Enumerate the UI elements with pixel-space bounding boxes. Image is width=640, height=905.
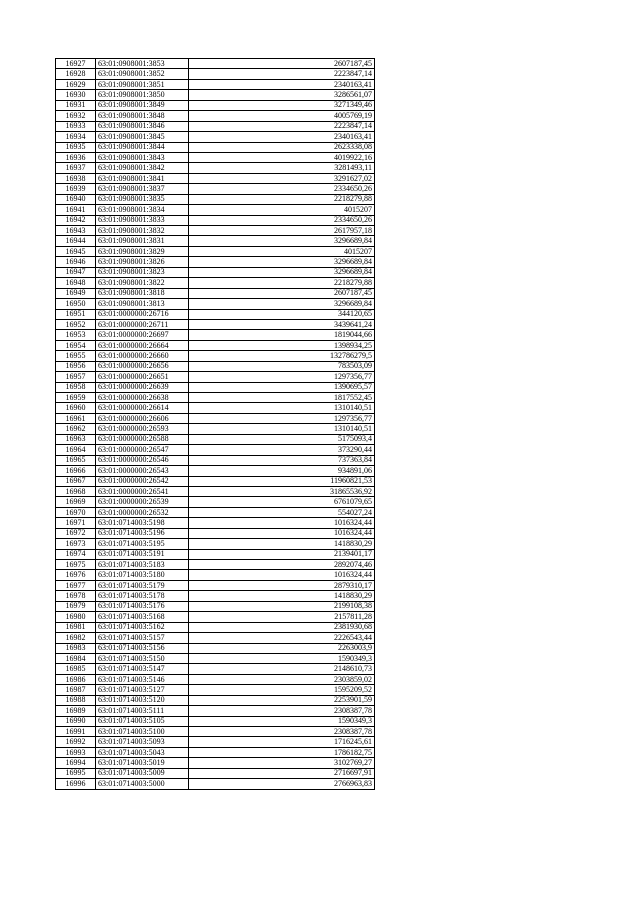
row-number-cell: 16949 <box>56 288 96 298</box>
cadastral-value-cell: 2340163,41 <box>189 132 375 142</box>
table-row <box>56 539 375 549</box>
table-row <box>56 497 375 507</box>
cadastral-number-cell: 63:01:0714003:5150 <box>96 653 189 663</box>
row-number-cell: 16941 <box>56 205 96 215</box>
row-number-cell: 16938 <box>56 173 96 183</box>
cadastral-value-cell: 2334650,26 <box>189 184 375 194</box>
cadastral-value-cell: 1590349,3 <box>189 653 375 663</box>
cadastral-value-cell: 2139401,17 <box>189 549 375 559</box>
cadastral-value-cell: 1786182,75 <box>189 747 375 757</box>
cadastral-number-cell: 63:01:0714003:5000 <box>96 779 189 789</box>
cadastral-number-cell: 63:01:0714003:5195 <box>96 539 189 549</box>
row-number-cell: 16962 <box>56 424 96 434</box>
cadastral-number-cell: 63:01:0000000:26639 <box>96 382 189 392</box>
row-number-cell: 16945 <box>56 246 96 256</box>
table-row <box>56 476 375 486</box>
table-row <box>56 466 375 476</box>
cadastral-number-cell: 63:01:0908001:3849 <box>96 100 189 110</box>
row-number-cell: 16985 <box>56 664 96 674</box>
cadastral-value-cell: 2218279,88 <box>189 278 375 288</box>
cadastral-value-cell: 1310140,51 <box>189 424 375 434</box>
row-number-cell: 16942 <box>56 215 96 225</box>
row-number-cell: 16935 <box>56 142 96 152</box>
row-number-cell: 16943 <box>56 226 96 236</box>
cadastral-number-cell: 63:01:0000000:26546 <box>96 455 189 465</box>
row-number-cell: 16973 <box>56 539 96 549</box>
cadastral-value-cell: 2223847,14 <box>189 69 375 79</box>
table-row <box>56 330 375 340</box>
cadastral-value-cell: 2381930,68 <box>189 622 375 632</box>
cadastral-number-cell: 63:01:0908001:3843 <box>96 152 189 162</box>
cadastral-number-cell: 63:01:0908001:3845 <box>96 132 189 142</box>
cadastral-number-cell: 63:01:0000000:26638 <box>96 393 189 403</box>
cadastral-number-cell: 63:01:0908001:3842 <box>96 163 189 173</box>
row-number-cell: 16980 <box>56 612 96 622</box>
row-number-cell: 16990 <box>56 716 96 726</box>
table-row <box>56 424 375 434</box>
cadastral-value-cell: 2148610,73 <box>189 664 375 674</box>
cadastral-value-cell: 3296689,84 <box>189 299 375 309</box>
cadastral-value-cell: 132786279,5 <box>189 351 375 361</box>
row-number-cell: 16934 <box>56 132 96 142</box>
cadastral-value-cell: 1418830,29 <box>189 539 375 549</box>
table-row <box>56 486 375 496</box>
table-row <box>56 737 375 747</box>
cadastral-number-cell: 63:01:0908001:3826 <box>96 257 189 267</box>
cadastral-number-cell: 63:01:0714003:5127 <box>96 685 189 695</box>
table-row <box>56 246 375 256</box>
row-number-cell: 16965 <box>56 455 96 465</box>
cadastral-value-cell: 737363,84 <box>189 455 375 465</box>
table-row <box>56 361 375 371</box>
table-row <box>56 351 375 361</box>
cadastral-value-cell: 6761079,65 <box>189 497 375 507</box>
table-row <box>56 194 375 204</box>
cadastral-number-cell: 63:01:0000000:26606 <box>96 413 189 423</box>
cadastral-value-cell: 3291627,02 <box>189 173 375 183</box>
cadastral-value-cell: 1016324,44 <box>189 528 375 538</box>
cadastral-number-cell: 63:01:0908001:3818 <box>96 288 189 298</box>
cadastral-value-cell: 2879310,17 <box>189 580 375 590</box>
cadastral-value-cell: 3439641,24 <box>189 319 375 329</box>
cadastral-number-cell: 63:01:0908001:3853 <box>96 59 189 69</box>
cadastral-value-cell: 4015207 <box>189 246 375 256</box>
table-row <box>56 706 375 716</box>
row-number-cell: 16992 <box>56 737 96 747</box>
table-row <box>56 507 375 517</box>
cadastral-value-cell: 4019922,16 <box>189 152 375 162</box>
table-row <box>56 142 375 152</box>
row-number-cell: 16933 <box>56 121 96 131</box>
table-row <box>56 152 375 162</box>
table-row <box>56 591 375 601</box>
cadastral-value-cell: 2334650,26 <box>189 215 375 225</box>
cadastral-value-cell: 2226543,44 <box>189 633 375 643</box>
cadastral-number-cell: 63:01:0000000:26716 <box>96 309 189 319</box>
cadastral-value-cell: 2340163,41 <box>189 79 375 89</box>
cadastral-number-cell: 63:01:0714003:5180 <box>96 570 189 580</box>
cadastral-value-cell: 2157811,28 <box>189 612 375 622</box>
cadastral-value-cell: 554027,24 <box>189 507 375 517</box>
row-number-cell: 16977 <box>56 580 96 590</box>
table-row <box>56 100 375 110</box>
table-row <box>56 643 375 653</box>
cadastral-value-cell: 5175093,4 <box>189 434 375 444</box>
cadastral-value-cell: 4015207 <box>189 205 375 215</box>
table-row <box>56 121 375 131</box>
cadastral-value-cell: 344120,65 <box>189 309 375 319</box>
table-body <box>56 59 375 790</box>
cadastral-value-cell: 2303859,02 <box>189 674 375 684</box>
row-number-cell: 16930 <box>56 90 96 100</box>
cadastral-value-cell: 1016324,44 <box>189 570 375 580</box>
cadastral-value-cell: 2607187,45 <box>189 288 375 298</box>
cadastral-value-table <box>55 58 375 790</box>
cadastral-number-cell: 63:01:0908001:3837 <box>96 184 189 194</box>
table-row <box>56 622 375 632</box>
cadastral-number-cell: 63:01:0908001:3846 <box>96 121 189 131</box>
cadastral-number-cell: 63:01:0000000:26651 <box>96 372 189 382</box>
table-row <box>56 205 375 215</box>
table-row <box>56 215 375 225</box>
row-number-cell: 16927 <box>56 59 96 69</box>
row-number-cell: 16976 <box>56 570 96 580</box>
row-number-cell: 16995 <box>56 768 96 778</box>
row-number-cell: 16957 <box>56 372 96 382</box>
cadastral-value-cell: 1398934,25 <box>189 340 375 350</box>
row-number-cell: 16936 <box>56 152 96 162</box>
row-number-cell: 16960 <box>56 403 96 413</box>
row-number-cell: 16958 <box>56 382 96 392</box>
table-row <box>56 393 375 403</box>
table-row <box>56 267 375 277</box>
table-row <box>56 727 375 737</box>
row-number-cell: 16951 <box>56 309 96 319</box>
row-number-cell: 16986 <box>56 674 96 684</box>
cadastral-value-cell: 1390695,57 <box>189 382 375 392</box>
table-row <box>56 90 375 100</box>
cadastral-value-cell: 1297356,77 <box>189 413 375 423</box>
table-row <box>56 278 375 288</box>
row-number-cell: 16984 <box>56 653 96 663</box>
cadastral-value-cell: 1016324,44 <box>189 518 375 528</box>
cadastral-value-cell: 2892074,46 <box>189 560 375 570</box>
table-row <box>56 382 375 392</box>
row-number-cell: 16966 <box>56 466 96 476</box>
cadastral-number-cell: 63:01:0714003:5179 <box>96 580 189 590</box>
row-number-cell: 16948 <box>56 278 96 288</box>
cadastral-value-cell: 1595209,52 <box>189 685 375 695</box>
row-number-cell: 16970 <box>56 507 96 517</box>
cadastral-value-cell: 2223847,14 <box>189 121 375 131</box>
row-number-cell: 16994 <box>56 758 96 768</box>
cadastral-value-cell: 31865536,92 <box>189 486 375 496</box>
cadastral-value-cell: 2623338,08 <box>189 142 375 152</box>
cadastral-number-cell: 63:01:0908001:3852 <box>96 69 189 79</box>
table-row <box>56 163 375 173</box>
cadastral-value-cell: 1716245,61 <box>189 737 375 747</box>
cadastral-number-cell: 63:01:0908001:3841 <box>96 173 189 183</box>
cadastral-value-cell: 2263003,9 <box>189 643 375 653</box>
cadastral-number-cell: 63:01:0000000:26593 <box>96 424 189 434</box>
row-number-cell: 16944 <box>56 236 96 246</box>
cadastral-number-cell: 63:01:0908001:3850 <box>96 90 189 100</box>
row-number-cell: 16979 <box>56 601 96 611</box>
cadastral-number-cell: 63:01:0908001:3829 <box>96 246 189 256</box>
row-number-cell: 16950 <box>56 299 96 309</box>
table-row <box>56 69 375 79</box>
row-number-cell: 16981 <box>56 622 96 632</box>
row-number-cell: 16928 <box>56 69 96 79</box>
cadastral-value-cell: 3286561,07 <box>189 90 375 100</box>
cadastral-number-cell: 63:01:0000000:26541 <box>96 486 189 496</box>
row-number-cell: 16939 <box>56 184 96 194</box>
row-number-cell: 16931 <box>56 100 96 110</box>
cadastral-number-cell: 63:01:0908001:3835 <box>96 194 189 204</box>
row-number-cell: 16964 <box>56 445 96 455</box>
table-row <box>56 779 375 789</box>
table-row <box>56 549 375 559</box>
cadastral-value-cell: 1590349,3 <box>189 716 375 726</box>
table-row <box>56 580 375 590</box>
cadastral-value-cell: 2308387,78 <box>189 727 375 737</box>
table-row <box>56 570 375 580</box>
table-row <box>56 79 375 89</box>
cadastral-value-cell: 2607187,45 <box>189 59 375 69</box>
table-row <box>56 633 375 643</box>
table-row <box>56 434 375 444</box>
table-row <box>56 288 375 298</box>
cadastral-number-cell: 63:01:0714003:5191 <box>96 549 189 559</box>
cadastral-number-cell: 63:01:0000000:26660 <box>96 351 189 361</box>
row-number-cell: 16987 <box>56 685 96 695</box>
row-number-cell: 16952 <box>56 319 96 329</box>
cadastral-number-cell: 63:01:0714003:5176 <box>96 601 189 611</box>
cadastral-value-cell: 2617957,18 <box>189 226 375 236</box>
cadastral-value-cell: 783503,09 <box>189 361 375 371</box>
table-row <box>56 445 375 455</box>
cadastral-number-cell: 63:01:0000000:26543 <box>96 466 189 476</box>
cadastral-value-cell: 4005769,19 <box>189 111 375 121</box>
cadastral-value-cell: 1310140,51 <box>189 403 375 413</box>
cadastral-number-cell: 63:01:0714003:5019 <box>96 758 189 768</box>
table-row <box>56 455 375 465</box>
cadastral-value-cell: 2308387,78 <box>189 706 375 716</box>
cadastral-number-cell: 63:01:0714003:5157 <box>96 633 189 643</box>
table-row <box>56 664 375 674</box>
table-row <box>56 528 375 538</box>
cadastral-number-cell: 63:01:0714003:5120 <box>96 695 189 705</box>
table-row <box>56 299 375 309</box>
cadastral-number-cell: 63:01:0714003:5156 <box>96 643 189 653</box>
cadastral-value-cell: 1418830,29 <box>189 591 375 601</box>
table-row <box>56 184 375 194</box>
row-number-cell: 16974 <box>56 549 96 559</box>
cadastral-number-cell: 63:01:0908001:3844 <box>96 142 189 152</box>
table-row <box>56 309 375 319</box>
cadastral-number-cell: 63:01:0714003:5111 <box>96 706 189 716</box>
row-number-cell: 16954 <box>56 340 96 350</box>
row-number-cell: 16946 <box>56 257 96 267</box>
row-number-cell: 16972 <box>56 528 96 538</box>
row-number-cell: 16932 <box>56 111 96 121</box>
cadastral-value-cell: 3296689,84 <box>189 236 375 246</box>
table-row <box>56 59 375 69</box>
cadastral-number-cell: 63:01:0714003:5147 <box>96 664 189 674</box>
row-number-cell: 16955 <box>56 351 96 361</box>
row-number-cell: 16959 <box>56 393 96 403</box>
row-number-cell: 16967 <box>56 476 96 486</box>
cadastral-number-cell: 63:01:0714003:5105 <box>96 716 189 726</box>
cadastral-value-cell: 373290,44 <box>189 445 375 455</box>
table-row <box>56 612 375 622</box>
cadastral-number-cell: 63:01:0714003:5198 <box>96 518 189 528</box>
table-row <box>56 747 375 757</box>
row-number-cell: 16937 <box>56 163 96 173</box>
cadastral-number-cell: 63:01:0000000:26547 <box>96 445 189 455</box>
table-row <box>56 758 375 768</box>
cadastral-number-cell: 63:01:0714003:5093 <box>96 737 189 747</box>
cadastral-value-cell: 1817552,45 <box>189 393 375 403</box>
cadastral-value-cell: 2199108,38 <box>189 601 375 611</box>
cadastral-number-cell: 63:01:0908001:3851 <box>96 79 189 89</box>
table-row <box>56 601 375 611</box>
row-number-cell: 16971 <box>56 518 96 528</box>
table-row <box>56 518 375 528</box>
row-number-cell: 16996 <box>56 779 96 789</box>
table-row <box>56 695 375 705</box>
table-row <box>56 173 375 183</box>
cadastral-value-cell: 3271349,46 <box>189 100 375 110</box>
cadastral-number-cell: 63:01:0714003:5162 <box>96 622 189 632</box>
cadastral-number-cell: 63:01:0714003:5009 <box>96 768 189 778</box>
row-number-cell: 16969 <box>56 497 96 507</box>
table-row <box>56 716 375 726</box>
row-number-cell: 16929 <box>56 79 96 89</box>
cadastral-number-cell: 63:01:0000000:26697 <box>96 330 189 340</box>
table-row <box>56 685 375 695</box>
cadastral-number-cell: 63:01:0908001:3831 <box>96 236 189 246</box>
cadastral-number-cell: 63:01:0908001:3834 <box>96 205 189 215</box>
cadastral-value-cell: 1297356,77 <box>189 372 375 382</box>
cadastral-number-cell: 63:01:0000000:26588 <box>96 434 189 444</box>
table-row <box>56 653 375 663</box>
cadastral-number-cell: 63:01:0000000:26542 <box>96 476 189 486</box>
table-row <box>56 560 375 570</box>
cadastral-value-cell: 3281493,11 <box>189 163 375 173</box>
cadastral-number-cell: 63:01:0714003:5178 <box>96 591 189 601</box>
cadastral-value-cell: 2253901,59 <box>189 695 375 705</box>
table-row <box>56 132 375 142</box>
row-number-cell: 16961 <box>56 413 96 423</box>
cadastral-number-cell: 63:01:0714003:5043 <box>96 747 189 757</box>
cadastral-number-cell: 63:01:0908001:3848 <box>96 111 189 121</box>
cadastral-value-cell: 934891,06 <box>189 466 375 476</box>
cadastral-number-cell: 63:01:0908001:3822 <box>96 278 189 288</box>
table-row <box>56 340 375 350</box>
row-number-cell: 16983 <box>56 643 96 653</box>
table-row <box>56 111 375 121</box>
row-number-cell: 16993 <box>56 747 96 757</box>
cadastral-number-cell: 63:01:0000000:26656 <box>96 361 189 371</box>
cadastral-number-cell: 63:01:0908001:3832 <box>96 226 189 236</box>
cadastral-number-cell: 63:01:0000000:26664 <box>96 340 189 350</box>
cadastral-value-cell: 3102769,27 <box>189 758 375 768</box>
table-row <box>56 674 375 684</box>
row-number-cell: 16947 <box>56 267 96 277</box>
table-row <box>56 372 375 382</box>
row-number-cell: 16968 <box>56 486 96 496</box>
cadastral-number-cell: 63:01:0714003:5146 <box>96 674 189 684</box>
row-number-cell: 16991 <box>56 727 96 737</box>
row-number-cell: 16989 <box>56 706 96 716</box>
cadastral-value-cell: 2218279,88 <box>189 194 375 204</box>
cadastral-number-cell: 63:01:0908001:3813 <box>96 299 189 309</box>
cadastral-value-cell: 1819044,66 <box>189 330 375 340</box>
table-row <box>56 226 375 236</box>
table-row <box>56 403 375 413</box>
cadastral-value-cell: 2716697,91 <box>189 768 375 778</box>
cadastral-number-cell: 63:01:0714003:5100 <box>96 727 189 737</box>
table-row <box>56 257 375 267</box>
table-row <box>56 236 375 246</box>
table-row <box>56 319 375 329</box>
row-number-cell: 16956 <box>56 361 96 371</box>
row-number-cell: 16940 <box>56 194 96 204</box>
cadastral-number-cell: 63:01:0714003:5196 <box>96 528 189 538</box>
row-number-cell: 16982 <box>56 633 96 643</box>
cadastral-value-cell: 3296689,84 <box>189 267 375 277</box>
cadastral-number-cell: 63:01:0000000:26539 <box>96 497 189 507</box>
cadastral-number-cell: 63:01:0000000:26532 <box>96 507 189 517</box>
cadastral-value-cell: 11960821,53 <box>189 476 375 486</box>
row-number-cell: 16963 <box>56 434 96 444</box>
row-number-cell: 16988 <box>56 695 96 705</box>
cadastral-number-cell: 63:01:0908001:3833 <box>96 215 189 225</box>
cadastral-number-cell: 63:01:0714003:5168 <box>96 612 189 622</box>
cadastral-number-cell: 63:01:0000000:26711 <box>96 319 189 329</box>
cadastral-number-cell: 63:01:0908001:3823 <box>96 267 189 277</box>
row-number-cell: 16953 <box>56 330 96 340</box>
table-row <box>56 413 375 423</box>
row-number-cell: 16975 <box>56 560 96 570</box>
row-number-cell: 16978 <box>56 591 96 601</box>
cadastral-value-cell: 2766963,83 <box>189 779 375 789</box>
cadastral-number-cell: 63:01:0000000:26614 <box>96 403 189 413</box>
cadastral-value-cell: 3296689,84 <box>189 257 375 267</box>
cadastral-number-cell: 63:01:0714003:5183 <box>96 560 189 570</box>
table-row <box>56 768 375 778</box>
